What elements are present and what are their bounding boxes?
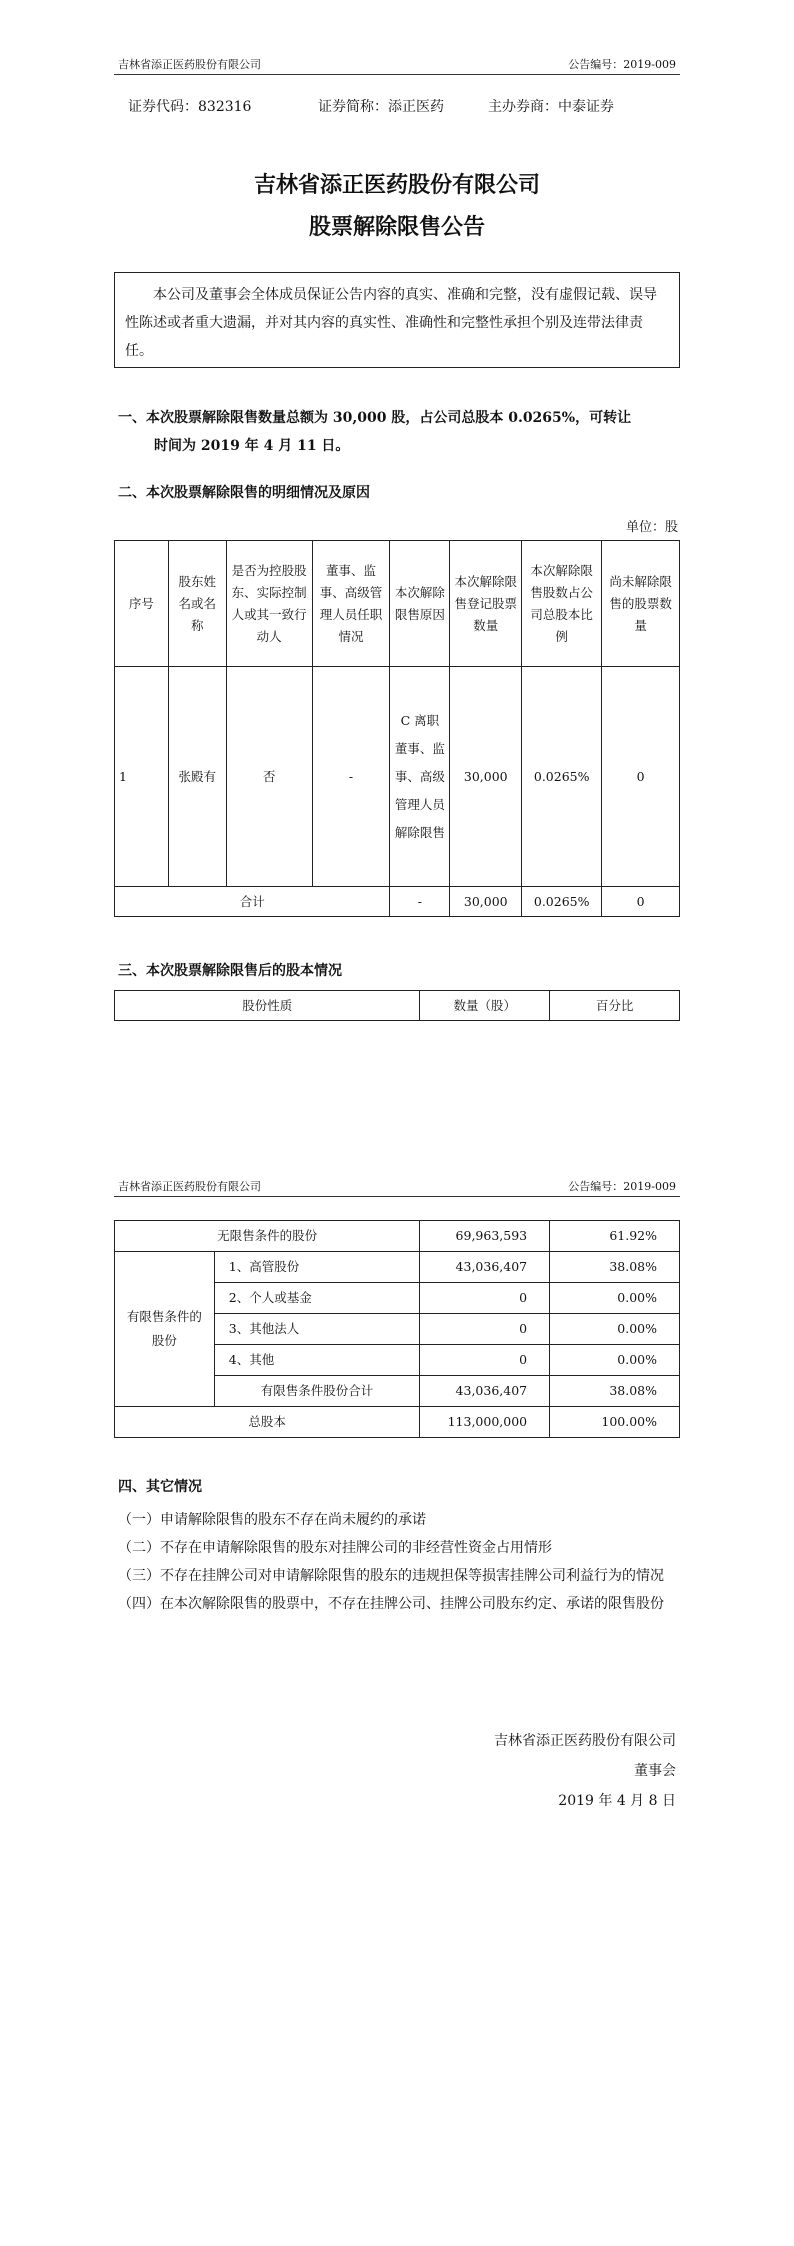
- page-2: [0, 1170, 794, 2246]
- cell-total-qty: 30,000: [450, 887, 522, 917]
- signature-board: 董事会: [634, 1763, 676, 1779]
- header-divider: [114, 1196, 680, 1197]
- section-2-heading: 二、本次股票解除限售的明细情况及原因: [118, 485, 370, 501]
- item-marker: （一）: [118, 1512, 160, 1528]
- cell-label: 无限售条件的股份: [115, 1221, 420, 1252]
- col-header: 序号: [115, 541, 169, 667]
- cell-qty: 30,000: [450, 667, 522, 887]
- list-item: [118, 1562, 684, 1590]
- cell-qty: 43,036,407: [420, 1252, 550, 1283]
- cell-position: -: [312, 667, 390, 887]
- cell-label: 3、其他法人: [214, 1314, 419, 1345]
- cell-qty: 0: [420, 1314, 550, 1345]
- col-header: 数量（股）: [420, 991, 550, 1021]
- col-header: 董事、监事、高级管理人员任职情况: [312, 541, 390, 667]
- cell-total-reason: -: [390, 887, 450, 917]
- header-announcement-no: 公告编号：2019-009: [568, 58, 676, 71]
- signature-date: 2019 年 4 月 8 日: [558, 1793, 676, 1809]
- col-header: 是否为控股股东、实际控制人或其一致行动人: [226, 541, 312, 667]
- col-header: 本次解除限售登记股票数量: [450, 541, 522, 667]
- restriction-detail-table: [114, 540, 680, 917]
- col-header: 本次解除限售原因: [390, 541, 450, 667]
- cell-total-remain: 0: [602, 887, 680, 917]
- item-marker: （二）: [118, 1540, 160, 1556]
- cell-label: 1、高管股份: [214, 1252, 419, 1283]
- doc-title-company: 吉林省添正医药股份有限公司: [253, 172, 540, 198]
- cell-pct: 38.08%: [550, 1376, 680, 1407]
- cell-no: 1: [115, 667, 169, 887]
- cell-total-label: 合计: [115, 887, 390, 917]
- cell-label: 2、个人或基金: [214, 1283, 419, 1314]
- share-structure-table: [114, 1220, 680, 1438]
- unit-label: 单位：股: [625, 520, 678, 535]
- header-company: 吉林省添正医药股份有限公司: [118, 1180, 261, 1193]
- cell-pct: 38.08%: [550, 1252, 680, 1283]
- header-divider: [114, 74, 680, 75]
- item-text: 申请解除限售的股东不存在尚未履约的承诺: [160, 1512, 426, 1528]
- doc-title-subject: 股票解除限售公告: [308, 214, 485, 240]
- cell-qty: 69,963,593: [420, 1221, 550, 1252]
- section-1-title: 一、本次股票解除限售数量总额为 30,000 股，占公司总股本 0.0265%，可转让: [118, 410, 632, 426]
- board-statement-box: 本公司及董事会全体成员保证公告内容的真实、准确和完整，没有虚假记载、误导性陈述或者重大遗漏，并对其内容的真实性、准确性和完整性承担个别及连带法律责任。: [114, 272, 680, 368]
- col-header: 尚未解除限售的股票数量: [602, 541, 680, 667]
- table-row: [115, 1252, 680, 1283]
- list-item: [118, 1506, 684, 1534]
- other-matters-list: [118, 1506, 684, 1618]
- table-row: [115, 667, 680, 887]
- section-1-continuation: 时间为 2019 年 4 月 11 日。: [154, 438, 350, 454]
- col-header: 股份性质: [115, 991, 420, 1021]
- sponsor-broker: 主办券商：中泰证券: [488, 99, 614, 115]
- cell-name: 张殿有: [168, 667, 226, 887]
- table-header-row: [115, 991, 680, 1021]
- section-3-heading: 三、本次股票解除限售后的股本情况: [118, 963, 342, 979]
- signature-company: 吉林省添正医药股份有限公司: [494, 1733, 676, 1749]
- col-header: 本次解除限售股数占公司总股本比例: [522, 541, 602, 667]
- cell-qty: 0: [420, 1345, 550, 1376]
- section-1-heading: [118, 404, 684, 460]
- item-marker: （三）: [118, 1568, 160, 1584]
- cell-reason: C 离职董事、监事、高级管理人员解除限售: [390, 667, 450, 887]
- cell-pct: 0.00%: [550, 1314, 680, 1345]
- table-total-row: [115, 1407, 680, 1438]
- item-text: 不存在申请解除限售的股东对挂牌公司的非经营性资金占用情形: [160, 1540, 552, 1556]
- header-company: 吉林省添正医药股份有限公司: [118, 58, 261, 71]
- cell-qty: 43,036,407: [420, 1376, 550, 1407]
- section-4-heading: 四、其它情况: [118, 1479, 202, 1495]
- item-text: 不存在挂牌公司对申请解除限售的股东的违规担保等损害挂牌公司利益行为的情况: [160, 1568, 664, 1584]
- header-announcement-no: 公告编号：2019-009: [568, 1180, 676, 1193]
- stock-code: 证券代码：832316: [128, 99, 252, 115]
- cell-label: 有限售条件股份合计: [214, 1376, 419, 1407]
- cell-qty: 0: [420, 1283, 550, 1314]
- signature-block: [494, 1726, 676, 1816]
- cell-label: 4、其他: [214, 1345, 419, 1376]
- item-text: 在本次解除限售的股票中，不存在挂牌公司、挂牌公司股东约定、承诺的限售股份: [160, 1596, 664, 1612]
- cell-ratio: 0.0265%: [522, 667, 602, 887]
- cell-total-label: 总股本: [115, 1407, 420, 1438]
- table-header-row: [115, 541, 680, 667]
- cell-controller: 否: [226, 667, 312, 887]
- item-marker: （四）: [118, 1596, 160, 1612]
- cell-restricted-group: 有限售条件的股份: [115, 1252, 215, 1407]
- stock-abbreviation: 证券简称：添正医药: [318, 99, 444, 115]
- col-header: 百分比: [550, 991, 680, 1021]
- cell-total-ratio: 0.0265%: [522, 887, 602, 917]
- cell-total-pct: 100.00%: [550, 1407, 680, 1438]
- table-row: [115, 1221, 680, 1252]
- table-total-row: [115, 887, 680, 917]
- col-header: 股东姓名或名称: [168, 541, 226, 667]
- list-item: [118, 1590, 684, 1618]
- cell-pct: 0.00%: [550, 1283, 680, 1314]
- cell-pct: 0.00%: [550, 1345, 680, 1376]
- list-item: [118, 1534, 684, 1562]
- cell-pct: 61.92%: [550, 1221, 680, 1252]
- cell-remain: 0: [602, 667, 680, 887]
- cell-total-qty: 113,000,000: [420, 1407, 550, 1438]
- share-structure-table-head: [114, 990, 680, 1021]
